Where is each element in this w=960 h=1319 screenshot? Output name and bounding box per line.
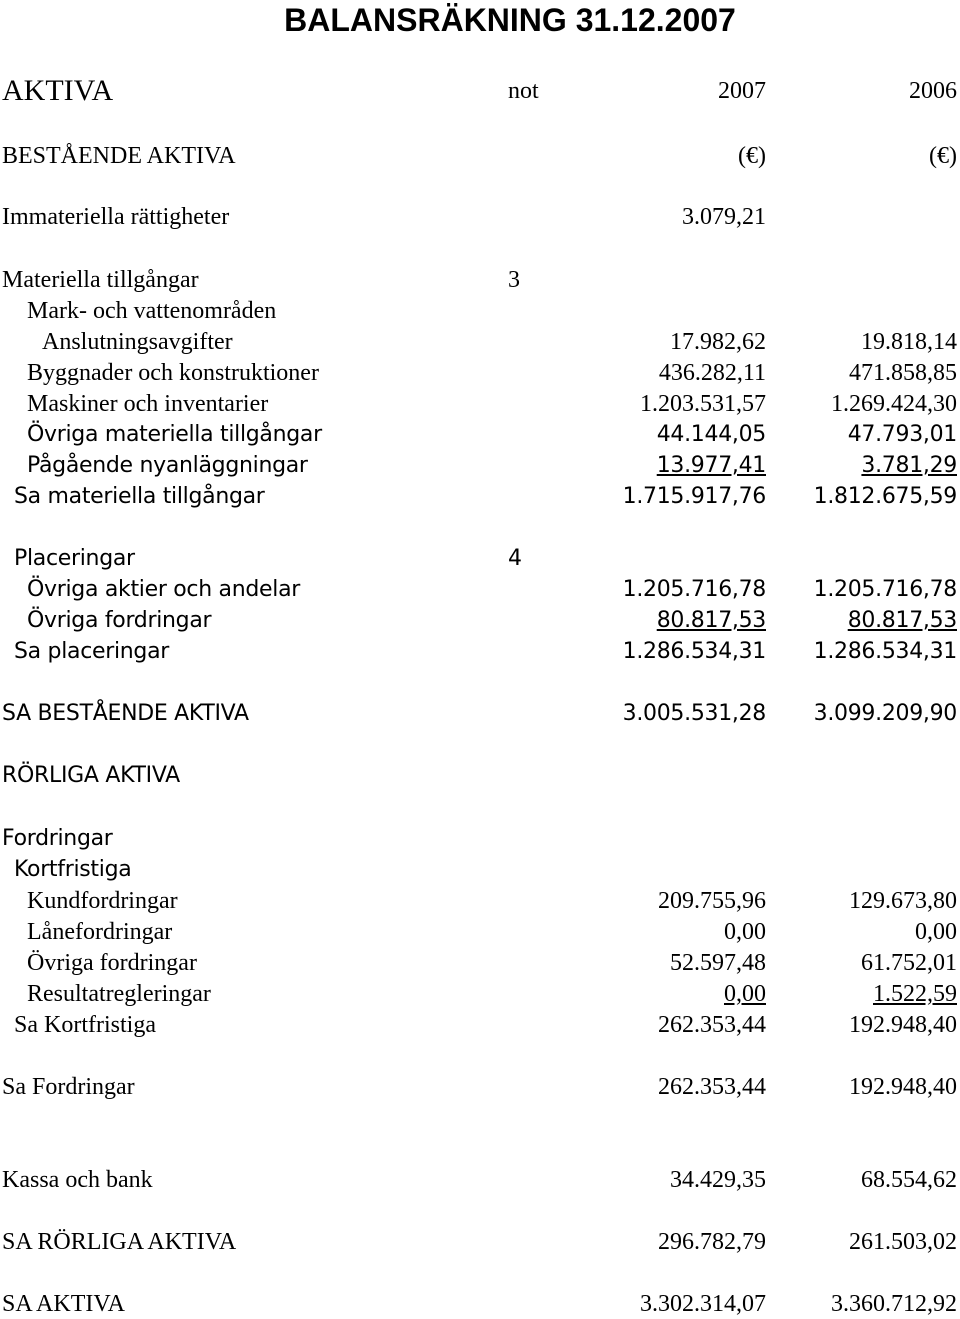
table-row (0, 638, 960, 666)
row-label: Fordringar (2, 826, 113, 851)
row-label: Immateriella rättigheter (2, 204, 230, 230)
row-label: SA RÖRLIGA AKTIVA (2, 1229, 237, 1255)
value-2006: 129.673,80 (849, 888, 957, 914)
value-2006: 261.503,02 (849, 1229, 957, 1255)
value-2006: 192.948,40 (849, 1012, 957, 1038)
table-row (0, 576, 960, 604)
value-2007: 3.005.531,28 (622, 701, 766, 726)
value-2006: 80.817,53 (847, 608, 957, 633)
table-row (0, 483, 960, 511)
row-label: Sa Fordringar (2, 1074, 135, 1100)
row-label: Byggnader och konstruktioner (27, 360, 319, 386)
value-2006: 1.522,59 (873, 981, 957, 1007)
table-header (0, 75, 960, 107)
table-row (0, 825, 960, 853)
value-2007: 34.429,35 (670, 1167, 766, 1193)
currency-2007: (€) (738, 143, 766, 169)
value-2006: 1.205.716,78 (813, 577, 957, 602)
value-2006: 61.752,01 (861, 950, 957, 976)
row-label: Sa materiella tillgångar (14, 484, 265, 509)
row-label: SA BESTÅENDE AKTIVA (2, 701, 249, 726)
value-2006: 192.948,40 (849, 1074, 957, 1100)
table-row (0, 762, 960, 790)
table-row (0, 856, 960, 884)
table-row (0, 452, 960, 480)
row-label: Sa placeringar (14, 639, 170, 664)
currency-header (0, 142, 960, 170)
value-2007: 262.353,44 (658, 1012, 766, 1038)
value-2007: 52.597,48 (670, 950, 766, 976)
table-row (0, 700, 960, 728)
row-label: Pågående nyanläggningar (27, 453, 308, 478)
value-2007: 44.144,05 (656, 422, 766, 447)
table-row (0, 887, 960, 915)
value-2007: 1.286.534,31 (622, 639, 766, 664)
table-row (0, 328, 960, 356)
row-label: RÖRLIGA AKTIVA (2, 763, 180, 788)
value-2006: 1.269.424,30 (831, 391, 957, 417)
row-label: Kundfordringar (27, 888, 178, 914)
section-title: AKTIVA (2, 74, 114, 107)
value-2006: 3.781,29 (861, 453, 957, 478)
value-2007: 17.982,62 (670, 329, 766, 355)
value-2006: 3.360.712,92 (831, 1291, 957, 1317)
row-label: Lånefordringar (27, 919, 173, 945)
value-2006: 1.812.675,59 (813, 484, 957, 509)
section-title: BESTÅENDE AKTIVA (2, 143, 236, 169)
table-row (0, 980, 960, 1008)
value-2007: 13.977,41 (656, 453, 766, 478)
table-row (0, 421, 960, 449)
table-row (0, 918, 960, 946)
value-2006: 3.099.209,90 (813, 701, 957, 726)
row-label: Mark- och vattenområden (27, 298, 277, 324)
table-row (0, 203, 960, 231)
value-2006: 1.286.534,31 (813, 639, 957, 664)
table-row (0, 545, 960, 573)
note-number: 4 (508, 546, 522, 571)
row-label: Maskiner och inventarier (27, 391, 269, 417)
currency-2006: (€) (929, 143, 957, 169)
value-2006: 47.793,01 (847, 422, 957, 447)
row-label: Kortfristiga (14, 857, 132, 882)
row-label: SA AKTIVA (2, 1291, 125, 1317)
row-label: Kassa och bank (2, 1167, 153, 1193)
row-label: Övriga fordringar (27, 608, 212, 633)
value-2007: 3.302.314,07 (640, 1291, 766, 1317)
page-title: BALANSRÄKNING 31.12.2007 (284, 2, 736, 38)
table-row (0, 1073, 960, 1101)
note-column-header: not (508, 78, 539, 104)
value-2007: 80.817,53 (656, 608, 766, 633)
table-row (0, 297, 960, 325)
value-2007: 209.755,96 (658, 888, 766, 914)
row-label: Övriga aktier och andelar (27, 577, 301, 602)
row-label: Materiella tillgångar (2, 267, 199, 293)
row-label: Sa Kortfristiga (14, 1012, 156, 1038)
value-2007: 0,00 (724, 981, 766, 1007)
year-2007-header: 2007 (718, 78, 766, 104)
value-2007: 3.079,21 (682, 204, 766, 230)
table-row (0, 1228, 960, 1256)
value-2007: 296.782,79 (658, 1229, 766, 1255)
table-row (0, 1011, 960, 1039)
value-2006: 0,00 (915, 919, 957, 945)
value-2007: 0,00 (724, 919, 766, 945)
table-row (0, 949, 960, 977)
table-row (0, 607, 960, 635)
value-2006: 471.858,85 (849, 360, 957, 386)
row-label: Placeringar (14, 546, 135, 571)
value-2006: 19.818,14 (861, 329, 957, 355)
row-label: Resultatregleringar (27, 981, 211, 1007)
table-row (0, 1290, 960, 1318)
value-2007: 1.203.531,57 (640, 391, 766, 417)
value-2007: 1.715.917,76 (622, 484, 766, 509)
value-2007: 436.282,11 (658, 360, 766, 386)
row-label: Övriga materiella tillgångar (27, 422, 322, 447)
row-label: Anslutningsavgifter (42, 329, 233, 355)
table-row (0, 266, 960, 294)
value-2007: 262.353,44 (658, 1074, 766, 1100)
table-row (0, 390, 960, 418)
row-label: Övriga fordringar (27, 950, 197, 976)
table-row (0, 359, 960, 387)
note-number: 3 (508, 267, 520, 293)
value-2006: 68.554,62 (861, 1167, 957, 1193)
value-2007: 1.205.716,78 (622, 577, 766, 602)
year-2006-header: 2006 (909, 78, 957, 104)
table-row (0, 1166, 960, 1194)
